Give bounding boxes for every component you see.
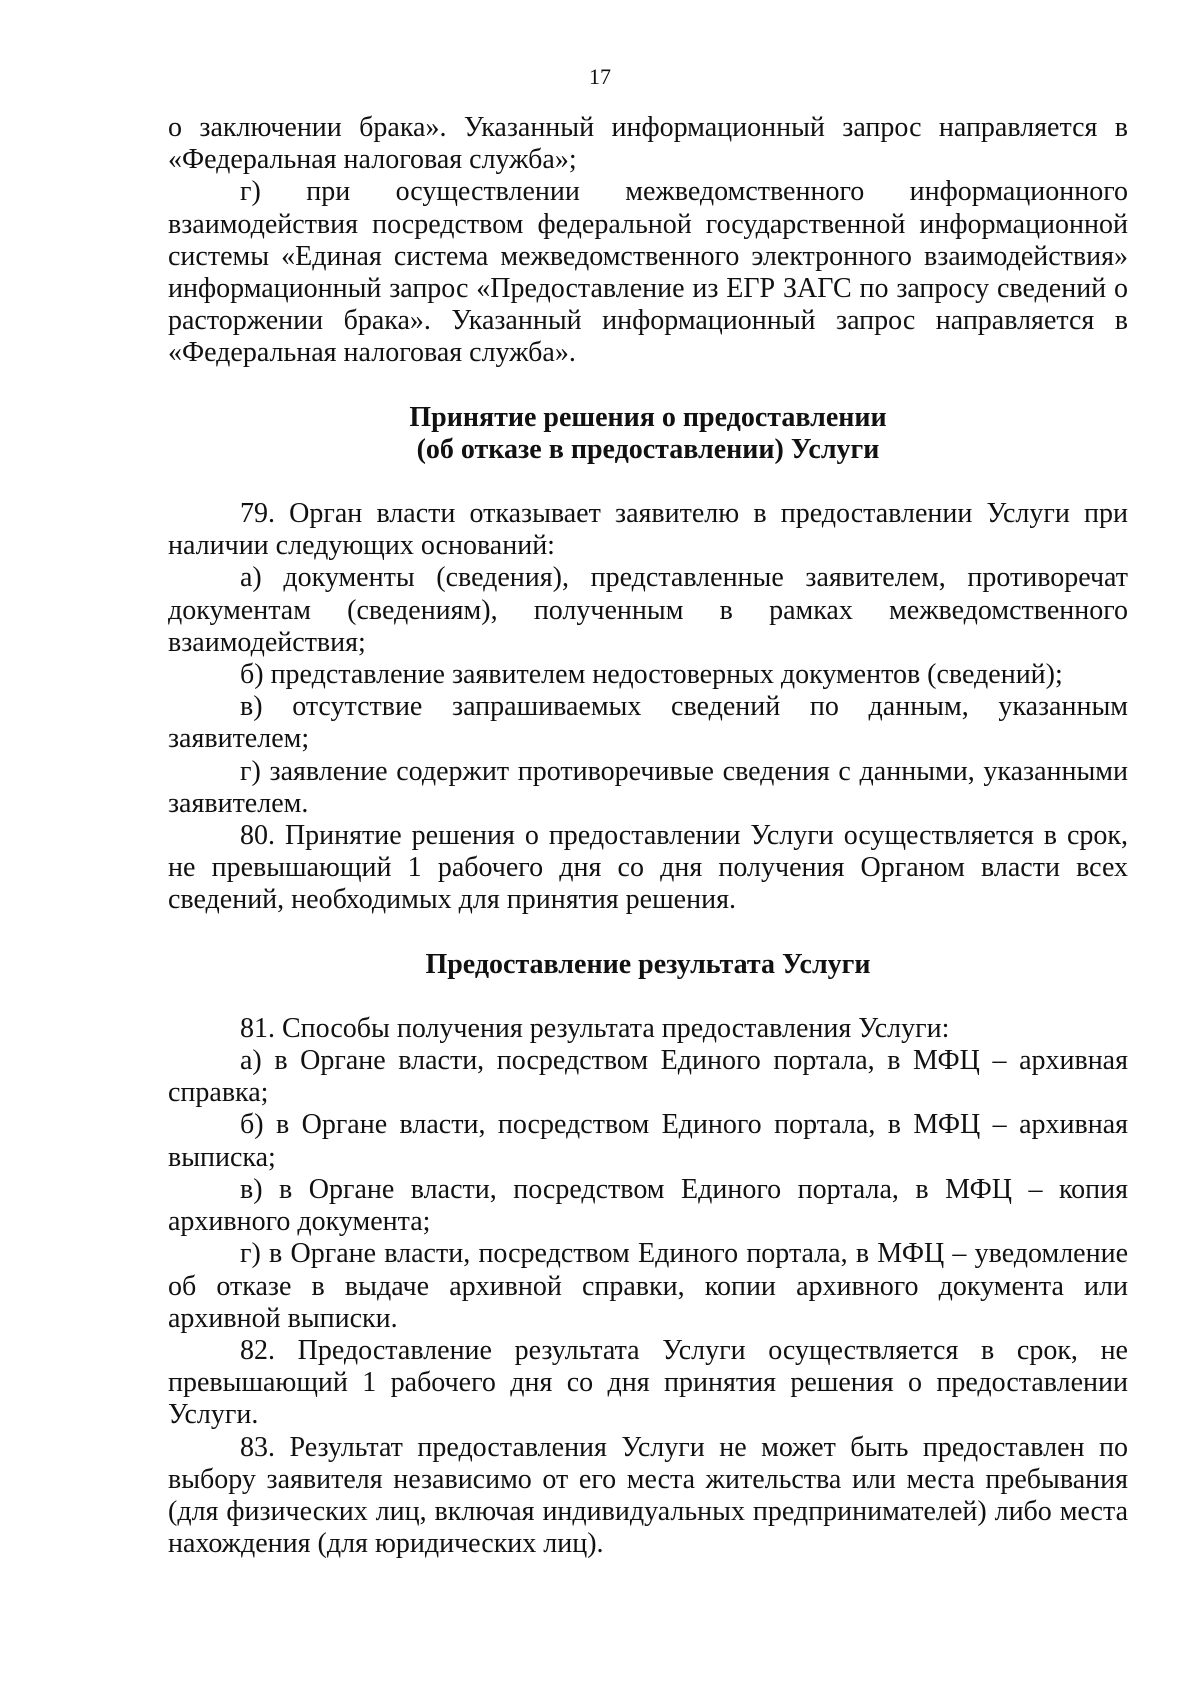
paragraph: в) в Органе власти, посредством Единого портала, в МФЦ – копия архивного документа; — [168, 1173, 1128, 1238]
spacer — [168, 981, 1128, 1013]
paragraph: а) документы (сведения), представленные заявителем, противоречат документам (сведениям), полученным в рамках межведомственного взаимодействия; — [168, 562, 1128, 658]
paragraph: 83. Результат предоставления Услуги не может быть предоставлен по выбору заявителя независимо от его места жительства или места пребывания (для физических лиц, включая индивидуальных предпринимателей) либо места нахождения (для юридических лиц). — [168, 1431, 1128, 1560]
section-heading: Предоставление результата Услуги — [425, 948, 871, 980]
paragraph: 80. Принятие решения о предоставлении Услуги осуществляется в срок, не превышающий 1 рабочего дня со дня получения Органом власти всех сведений, необходимых для принятия решения. — [168, 820, 1128, 916]
spacer — [168, 917, 1128, 949]
paragraph: б) представление заявителем недостоверных документов (сведений); — [240, 659, 1063, 691]
paragraph: 82. Предоставление результата Услуги осуществляется в срок, не превышающий 1 рабочего дня со дня принятия решения о предоставлении Услуги. — [168, 1334, 1128, 1431]
spacer — [168, 466, 1128, 498]
section-heading: Принятие решения о предоставлении — [409, 401, 887, 433]
section-heading: (об отказе в предоставлении) Услуги — [416, 433, 880, 465]
paragraph: 79. Орган власти отказывает заявителю в предоставлении Услуги при наличии следующих оснований: — [168, 498, 1128, 562]
paragraph: б) в Органе власти, посредством Единого портала, в МФЦ – архивная выписка; — [168, 1109, 1128, 1173]
paragraph: в) отсутствие запрашиваемых сведений по данным, указанным заявителем; — [168, 691, 1128, 755]
paragraph: 81. Способы получения результата предоставления Услуги: — [240, 1012, 950, 1044]
page-number: 17 — [589, 64, 611, 89]
paragraph: г) в Органе власти, посредством Единого портала, в МФЦ – уведомление об отказе в выдаче архивной справки, копии архивного документа или архивной выписки. — [168, 1238, 1128, 1334]
paragraph: г) заявление содержит противоречивые сведения с данными, указанными заявителем. — [168, 755, 1128, 819]
paragraph: о заключении брака». Указанный информационный запрос направляется в «Федеральная налоговая служба»; — [168, 112, 1128, 176]
spacer — [168, 370, 1128, 402]
paragraph: а) в Органе власти, посредством Единого портала, в МФЦ – архивная справка; — [168, 1045, 1128, 1109]
document-body — [168, 112, 1128, 1560]
paragraph: г) при осуществлении межведомственного информационного взаимодействия посредством федеральной государственной информационной системы «Единая система межведомственного электронного взаимодействия» информационный запрос «Предоставление из ЕГР ЗАГС по запросу сведений о расторжении брака». Указанный информационный запрос направляется в «Федеральная налоговая служба». — [168, 176, 1128, 369]
